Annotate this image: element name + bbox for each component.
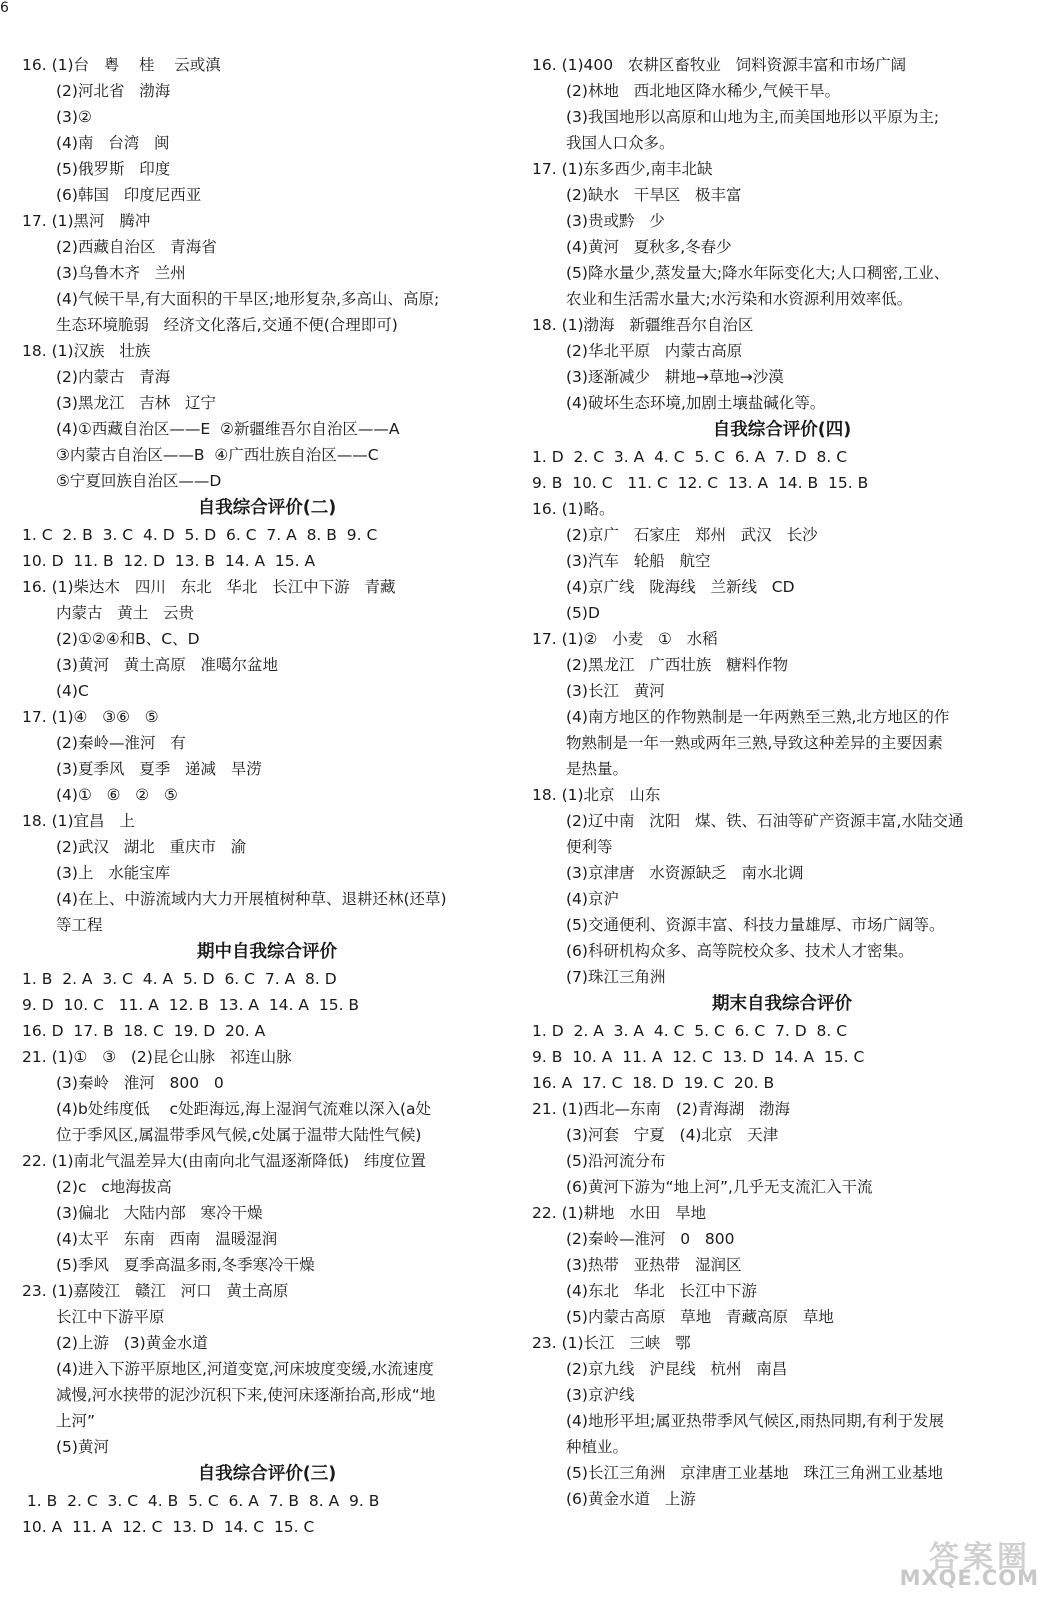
answer-line: (3)长江 黄河 xyxy=(566,682,665,700)
answer-line: (3)汽车 轮船 航空 xyxy=(566,552,711,570)
section-heading: 自我综合评价(三) xyxy=(197,1464,337,1484)
answer-line: 便利等 xyxy=(566,838,613,856)
answer-line: (2)c c地海拔高 xyxy=(56,1178,172,1196)
answer-line: ⑤宁夏回族自治区——D xyxy=(56,472,222,490)
answer-line: ③内蒙古自治区——B ④广西壮族自治区——C xyxy=(56,446,379,464)
answer-line: (6)黄金水道 上游 xyxy=(566,1490,696,1508)
answer-line: (3)夏季风 夏季 递减 旱涝 xyxy=(56,760,262,778)
answer-line: 是热量。 xyxy=(566,760,629,778)
answer-line: 种植业。 xyxy=(566,1438,629,1456)
answer-line: (3)上 水能宝库 xyxy=(56,864,171,882)
answer-line: (3)黑龙江 吉林 辽宁 xyxy=(56,394,217,412)
answer-line: (4)地形平坦;属亚热带季风气候区,雨热同期,有利于发展 xyxy=(566,1412,945,1430)
answer-line: (2)京九线 沪昆线 杭州 南昌 xyxy=(566,1360,788,1378)
answer-line: 减慢,河水挟带的泥沙沉积下来,使河床逐渐抬高,形成“地 xyxy=(56,1386,436,1404)
answer-line: (3)我国地形以高原和山地为主,而美国地形以平原为主; xyxy=(566,108,940,126)
answer-line: 23. (1)嘉陵江 赣江 河口 黄土高原 xyxy=(22,1282,289,1300)
section-heading: 期中自我综合评价 xyxy=(197,942,337,962)
section-heading: 自我综合评价(四) xyxy=(712,420,852,440)
answer-line: 9. B 10. A 11. A 12. C 13. D 14. A 15. C xyxy=(532,1048,865,1066)
answer-line: (2)秦岭—淮河 有 xyxy=(56,734,186,752)
answer-line: (5)降水量少,蒸发量大;降水年际变化大;人口稠密,工业、 xyxy=(566,264,950,282)
answer-line: (4)太平 东南 西南 温暖湿润 xyxy=(56,1230,278,1248)
answer-line: (5)长江三角洲 京津唐工业基地 珠江三角洲工业基地 xyxy=(566,1464,944,1482)
answer-line: 17. (1)② 小麦 ① 水稻 xyxy=(532,630,718,648)
answer-line: (3)② xyxy=(56,108,92,126)
answer-line: 我国人口众多。 xyxy=(566,134,675,152)
answer-line: 22. (1)耕地 水田 旱地 xyxy=(532,1204,707,1222)
answer-line: (3)逐渐减少 耕地→草地→沙漠 xyxy=(566,368,784,386)
answer-line: (5)内蒙古高原 草地 青藏高原 草地 xyxy=(566,1308,834,1326)
answer-line: 1. D 2. A 3. A 4. C 5. C 6. C 7. D 8. C xyxy=(532,1022,848,1040)
answer-line: 物熟制是一年一熟或两年三熟,导致这种差异的主要因素 xyxy=(566,734,943,752)
answer-line: (3)京沪线 xyxy=(566,1386,635,1404)
answer-line: (4)东北 华北 长江中下游 xyxy=(566,1282,758,1300)
answer-line: 1. B 2. A 3. C 4. A 5. D 6. C 7. A 8. D xyxy=(22,970,337,988)
answer-line: (4)① ⑥ ② ⑤ xyxy=(56,786,178,804)
answer-line: 农业和生活需水量大;水污染和水资源利用效率低。 xyxy=(566,290,913,308)
answer-line: (4)气候干旱,有大面积的干旱区;地形复杂,多高山、高原; xyxy=(56,290,440,308)
answer-line: (2)西藏自治区 青海省 xyxy=(56,238,217,256)
answer-line: 16. (1)柴达木 四川 东北 华北 长江中下游 青藏 xyxy=(22,578,396,596)
answer-line: (3)偏北 大陆内部 寒冷干燥 xyxy=(56,1204,263,1222)
answer-line: 1. B 2. C 3. C 4. B 5. C 6. A 7. B 8. A 9. B xyxy=(22,1492,380,1510)
answer-line: (3)贵或黔 少 xyxy=(566,212,665,230)
answer-line: 生态环境脆弱 经济文化落后,交通不便(合理即可) xyxy=(56,316,398,334)
answer-line: (2)武汉 湖北 重庆市 渝 xyxy=(56,838,247,856)
answer-line: (2)上游 (3)黄金水道 xyxy=(56,1334,208,1352)
answer-line: 17. (1)④ ③⑥ ⑤ xyxy=(22,708,159,726)
answer-line: (2)缺水 干旱区 极丰富 xyxy=(566,186,742,204)
answer-line: (4)南 台湾 闽 xyxy=(56,134,170,152)
answer-line: 16. (1)台 粤 桂 云或滇 xyxy=(22,56,221,74)
answer-line: 位于季风区,属温带季风气候,c处属于温带大陆性气候) xyxy=(56,1126,422,1144)
answer-line: 1. D 2. C 3. A 4. C 5. C 6. A 7. D 8. C xyxy=(532,448,848,466)
watermark-logo: 答案圈 xyxy=(929,1540,1031,1575)
answer-line: (3)热带 亚热带 湿润区 xyxy=(566,1256,742,1274)
answer-line: 23. (1)长江 三峡 鄂 xyxy=(532,1334,691,1352)
answer-line: 1. C 2. B 3. C 4. D 5. D 6. C 7. A 8. B 9. C xyxy=(22,526,378,544)
answer-line: 10. D 11. B 12. D 13. B 14. A 15. A xyxy=(22,552,316,570)
answer-line: (4)b处纬度低 c处距海远,海上湿润气流难以深入(a处 xyxy=(56,1100,431,1118)
answer-line: 16. D 17. B 18. C 19. D 20. A xyxy=(22,1022,266,1040)
answer-line: 16. A 17. C 18. D 19. C 20. B xyxy=(532,1074,775,1092)
answer-line: (4)在上、中游流域内大力开展植树种草、退耕还林(还草) xyxy=(56,890,447,908)
answer-line: 等工程 xyxy=(56,916,103,934)
answer-line: (4)C xyxy=(56,682,89,700)
answer-line: (2)京广 石家庄 郑州 武汉 长沙 xyxy=(566,526,818,544)
answer-line: (2)内蒙古 青海 xyxy=(56,368,171,386)
answer-line: 9. B 10. C 11. C 12. C 13. A 14. B 15. B xyxy=(532,474,869,492)
answer-line: 16. (1)400 农耕区畜牧业 饲料资源丰富和市场广阔 xyxy=(532,56,907,74)
answer-line: 16. (1)略。 xyxy=(532,500,615,518)
answer-line: 18. (1)渤海 新疆维吾尔自治区 xyxy=(532,316,754,334)
answer-line: (5)俄罗斯 印度 xyxy=(56,160,171,178)
answer-line: 上河” xyxy=(56,1412,96,1430)
section-heading: 自我综合评价(二) xyxy=(197,498,337,518)
answer-line: 9. D 10. C 11. A 12. B 13. A 14. A 15. B xyxy=(22,996,360,1014)
answer-line: 21. (1)① ③ (2)昆仑山脉 祁连山脉 xyxy=(22,1048,292,1066)
answer-line: (6)科研机构众多、高等院校众多、技术人才密集。 xyxy=(566,942,914,960)
answer-line: (4)南方地区的作物熟制是一年两熟至三熟,北方地区的作 xyxy=(566,708,950,726)
answer-line: (3)京津唐 水资源缺乏 南水北调 xyxy=(566,864,804,882)
answer-line: (3)河套 宁夏 (4)北京 天津 xyxy=(566,1126,779,1144)
watermark-site: MXQE.COM xyxy=(899,1566,1039,1590)
answer-line: 18. (1)宜昌 上 xyxy=(22,812,135,830)
answer-line: 内蒙古 黄土 云贵 xyxy=(56,604,195,622)
answer-line: (6)黄河下游为“地上河”,几乎无支流汇入干流 xyxy=(566,1178,873,1196)
answer-line: (4)黄河 夏秋多,冬春少 xyxy=(566,238,732,256)
answer-line: (3)乌鲁木齐 兰州 xyxy=(56,264,186,282)
answer-line: (2)①②④和B、C、D xyxy=(56,630,200,648)
answer-line: (5)黄河 xyxy=(56,1438,109,1456)
answer-line: 10. A 11. A 12. C 13. D 14. C 15. C xyxy=(22,1518,315,1536)
answer-line: (2)黑龙江 广西壮族 糖料作物 xyxy=(566,656,789,674)
answer-line: (7)珠江三角洲 xyxy=(566,968,666,986)
answer-line: (2)河北省 渤海 xyxy=(56,82,171,100)
answer-line: 长江中下游平原 xyxy=(56,1308,165,1326)
answer-line: 18. (1)北京 山东 xyxy=(532,786,661,804)
answer-line: (2)林地 西北地区降水稀少,气候干旱。 xyxy=(566,82,841,100)
answer-line: 22. (1)南北气温差异大(由南向北气温逐渐降低) 纬度位置 xyxy=(22,1152,426,1170)
answer-line: 21. (1)西北—东南 (2)青海湖 渤海 xyxy=(532,1100,791,1118)
answer-line: (5)季风 夏季高温多雨,冬季寒冷干燥 xyxy=(56,1256,315,1274)
answer-line: (2)辽中南 沈阳 煤、铁、石油等矿产资源丰富,水陆交通 xyxy=(566,812,964,830)
answer-line: (2)秦岭—淮河 0 800 xyxy=(566,1230,735,1248)
answer-line: (4)①西藏自治区——E ②新疆维吾尔自治区——A xyxy=(56,420,400,438)
answer-line: (2)华北平原 内蒙古高原 xyxy=(566,342,743,360)
answer-line: (5)沿河流分布 xyxy=(566,1152,666,1170)
answer-line: (4)进入下游平原地区,河道变宽,河床坡度变缓,水流速度 xyxy=(56,1360,434,1378)
page-number: 6 xyxy=(0,0,9,16)
answer-line: (6)韩国 印度尼西亚 xyxy=(56,186,202,204)
section-heading: 期末自我综合评价 xyxy=(712,994,852,1014)
answer-line: 18. (1)汉族 壮族 xyxy=(22,342,151,360)
answer-line: (5)交通便利、资源丰富、科技力量雄厚、市场广阔等。 xyxy=(566,916,945,934)
answer-line: (5)D xyxy=(566,604,600,622)
right-column xyxy=(532,52,1032,1512)
answer-line: 17. (1)黑河 腾冲 xyxy=(22,212,151,230)
left-column xyxy=(22,52,512,1540)
answer-line: 17. (1)东多西少,南丰北缺 xyxy=(532,160,713,178)
answer-line: (3)秦岭 淮河 800 0 xyxy=(56,1074,224,1092)
answer-line: (4)破坏生态环境,加剧土壤盐碱化等。 xyxy=(566,394,826,412)
answer-line: (4)京沪 xyxy=(566,890,619,908)
answer-line: (4)京广线 陇海线 兰新线 CD xyxy=(566,578,795,596)
watermark xyxy=(869,1532,1039,1590)
answer-line: (3)黄河 黄土高原 准噶尔盆地 xyxy=(56,656,279,674)
